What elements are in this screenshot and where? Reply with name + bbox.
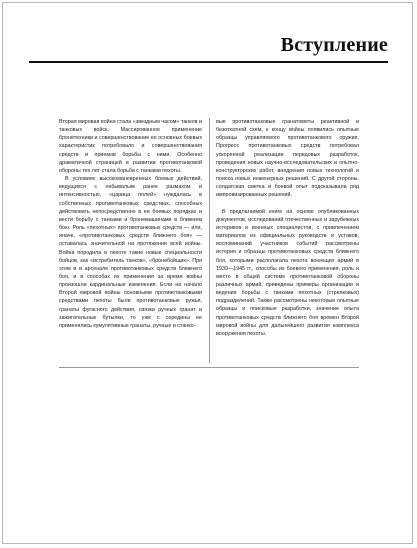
paragraph: Вторая мировая война стала «звездным часом» танков и танковых войск. Массированное применение бронетехники и совершенствование ее основных боевых характеристик потребовало и совершенствования средств и приемов борьбы с ними. Особенно драматичной страницей в развитии противотанковой обороны тех лет стала борьба с танками пехоты. — [59, 119, 202, 174]
paragraph: В условиях высокоманевренных боевых действий, ведущихся с небывалым ранее размахом и интенсивностью, «царица полей» нуждалась в собственных противотанковых средствах, способных действовать непосредственно в ее боевых порядках и вести борьбу с танками и бронемашинами в ближнем бою. Роль «пехотных» противотанковых средств — или, иначе, «противотанковых средств ближнего боя» — оставалась значительной на протяжении всей войны. Война породила в пехоте такие новые специальности бойцов, как «истребитель танков», «бронебойщик». При этом и в арсенале противотанковых средств ближнего боя, и в способах их применения за время войны произошли кардинальные изменения. Если на начало Второй мировой войны основными противотанковыми средствами пехоты были противотанковые ружья, гранаты фугасного действия, связки ручных гранат и зажигательные бутылки, то уже с середины ее применялись кумулятивные гранаты, ручные и станко- — [59, 176, 202, 329]
text-column-left — [59, 118, 202, 330]
paragraph: В предлагаемой книге на основе опубликованных документов, исследований отечественных и зарубежных историков и военных специалистов, с привлечением материалов из официальных руководств и уставов, воспоминаний участников событий рассмотрены история и образцы противотанковых средств ближнего боя, которыми располагала пехота воюющих армий в 1939—1945 гг., способы их боевого применения, роль и место в общей системе противотанковой обороны различных армий, приведены примеры организации и ведения борьбы с танками пехотных (стрелковых) подразделений. Также рассмотрены некоторые опытные образцы и поисковые разработки, значение опыта противотанковых средств ближнего боя времен Второй мировой войны для дальнейшего развития комплекса вооружения пехоты. — [216, 208, 359, 337]
column-divider — [209, 118, 210, 363]
bottom-rule — [59, 367, 359, 368]
text-column-right — [216, 118, 359, 338]
title-rule — [29, 61, 388, 63]
page-title: Вступление — [280, 34, 388, 56]
paragraph: вые противотанковые гранатометы реактивной и безоткатной схем, к концу войны появились опытные образцы управляемого противотанкового оружия. Прогресс противотанковых средств потребовал ускоренной реализации передовых разработок, проведения новых научно-исследовательских и опытно-конструкторских работ, внедрения новых технологий и поиска новых инженерных решений. С другой стороны, солдатская сметка и боевой опыт подсказывали ряд импровизированных решений. — [216, 119, 359, 199]
